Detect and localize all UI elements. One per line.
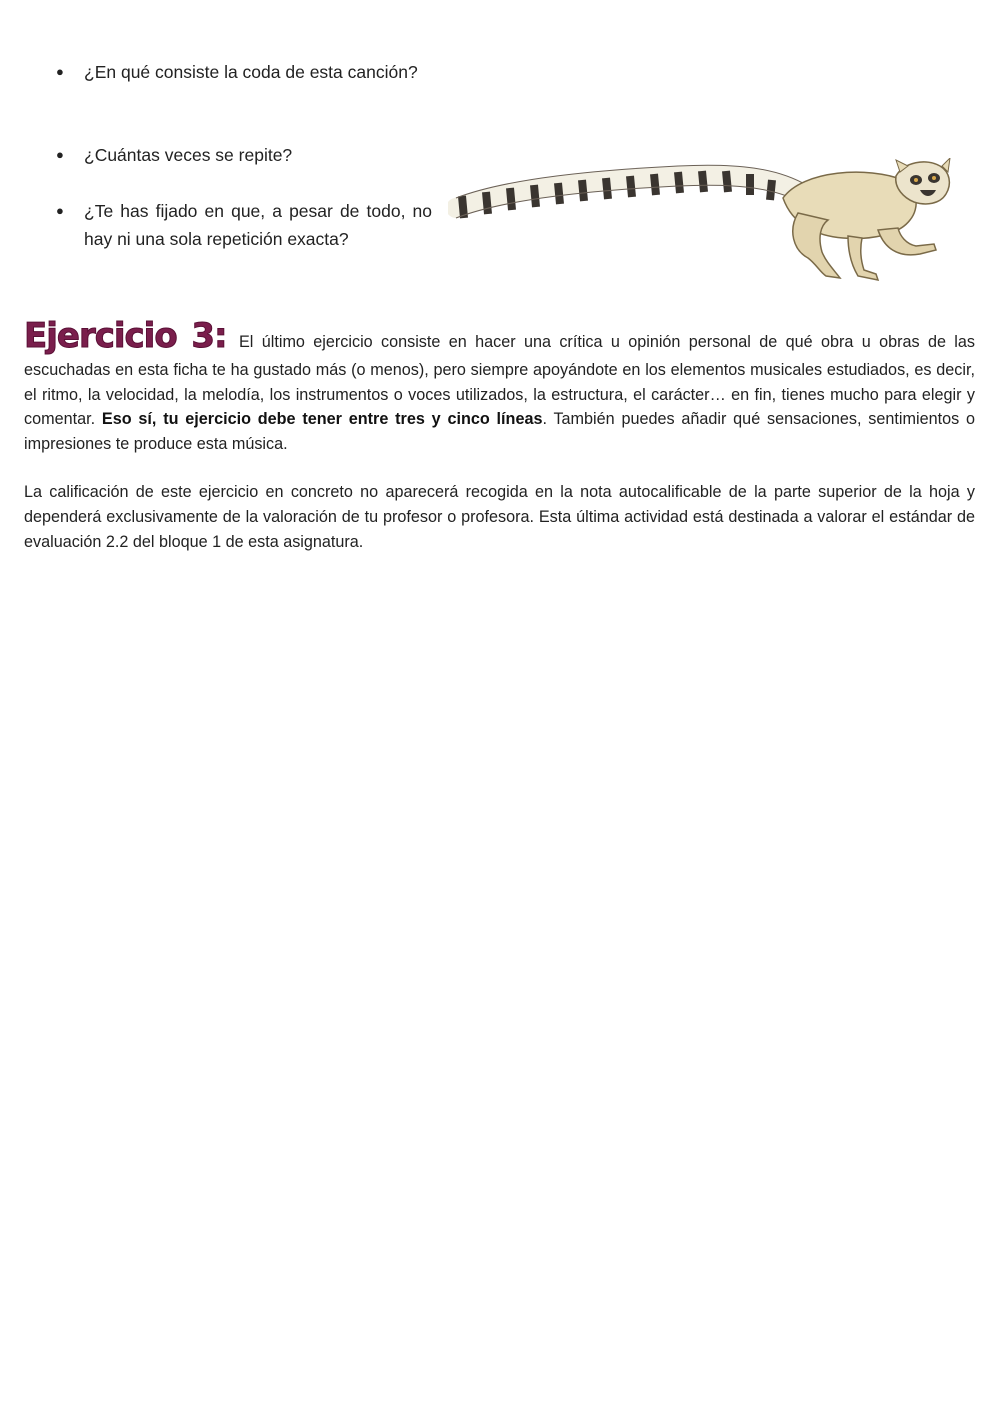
lemur-body: [783, 158, 950, 280]
exercise-instructions: El último ejercicio consiste en hacer una crítica u opinión personal de qué obra u obras de las escuchadas en esta ficha te ha gustado más (o menos), pero siempre apoyándote en los elementos musicales estudiados, es decir, el ritmo, la velocidad, la melodía, los instrumentos o voces utilizados, la estructura, el carácter… en fin, tienes mucho para elegir y comentar.: [24, 333, 975, 429]
bullet-marker: ●: [56, 147, 64, 162]
grading-note: La calificación de este ejercicio en concreto no aparecerá recogida en la nota autocalificable de la parte superior de la hoja y dependerá exclusivamente de la valoración de tu profesor o profesora. Esta última actividad está destinada a valorar el estándar de evaluación 2.2 del bloque 1 de esta asignatura.: [24, 483, 975, 551]
exercise-paragraph: [24, 314, 975, 456]
bullet-marker: ●: [56, 64, 64, 79]
exercise-heading: Ejercicio 3:: [24, 316, 227, 356]
bullet-marker: ●: [56, 203, 64, 218]
question-text: ¿Cuántas veces se repite?: [84, 145, 293, 165]
exercise-instructions-end: . También puedes añadir qué sensaciones, sentimientos o impresiones te produce esta música.: [24, 410, 975, 453]
exercise-requirement: Eso sí, tu ejercicio debe tener entre tres y cinco líneas: [101, 410, 543, 429]
question-text: ¿Te has fijado en que, a pesar de todo, no hay ni una sola repetición exacta?: [84, 201, 432, 249]
lemur-tail: [456, 165, 808, 218]
ring-tailed-lemur-icon: [448, 158, 956, 286]
question-text: ¿En qué consiste la coda de esta canción?: [84, 62, 418, 82]
exercise-3: [24, 314, 975, 554]
